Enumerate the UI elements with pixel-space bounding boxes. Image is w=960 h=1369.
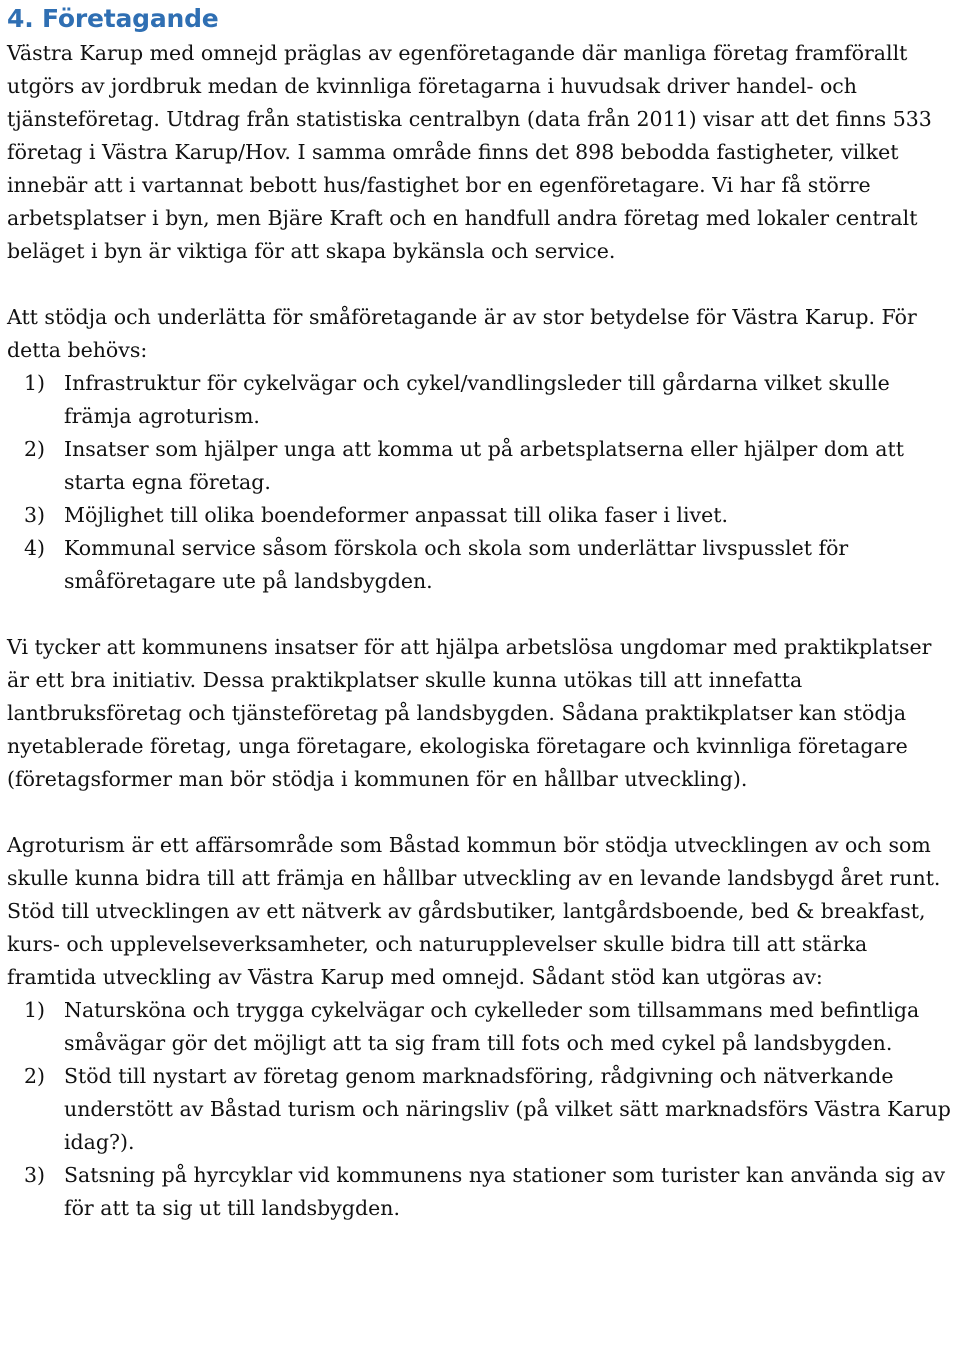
section-heading: 4. Företagande [7,4,219,33]
list-item [7,994,957,1060]
paragraph-gap [7,796,957,829]
agro-paragraph: Agroturism är ett affärsområde som Båstad kommun bör stödja utvecklingen av och som skulle kunna bidra till att främja en hållbar utveckling av en levande landsbygd året runt. Stöd till utvecklingen av ett nätverk av gårdsbutiker, lantgårdsboende, bed & breakfast, kurs- och upplevelseverksamheter, och naturupplevelser skulle bidra till att stärka framtida utveckling av Västra Karup med omnejd. Sådant stöd kan utgöras av: [7,833,941,989]
list-item-text: Stöd till nystart av företag genom marknadsföring, rådgivning och nätverkande understött av Båstad turism och näringsliv (på vilket sätt marknadsförs Västra Karup idag?). [64,1064,951,1154]
list-item-number: 1) [24,998,46,1022]
list-item-text: Satsning på hyrcyklar vid kommunens nya stationer som turister kan använda sig av för att ta sig ut till landsbygden. [64,1163,946,1220]
intro-paragraph: Västra Karup med omnejd präglas av egenföretagande där manliga företag framförallt utgörs av jordbruk medan de kvinnliga företagarna i huvudsak driver handel- och tjänsteföretag. Utdrag från statistiska centralbyn (data från 2011) visar att det finns 533 företag i Västra Karup/Hov. I samma område finns det 898 bebodda fastigheter, vilket innebär att i vartannat bebott hus/fastighet bor en egenföretagare. Vi har få större arbetsplatser i byn, men Bjäre Kraft och en handfull andra företag med lokaler centralt beläget i byn är viktiga för att skapa bykänsla och service. [7,41,932,263]
list-item [7,1159,957,1225]
list-item-number: 4) [24,536,46,560]
internship-paragraph: Vi tycker att kommunens insatser för att hjälpa arbetslösa ungdomar med praktikplatser är ett bra initiativ. Dessa praktikplatser skulle kunna utökas till att innefatta lantbruksföretag och tjänsteföretag på landsbygden. Sådana praktikplatser kan stödja nyetablerade företag, unga företagare, ekologiska företagare och kvinnliga företagare (företagsformer man bör stödja i kommunen för en hållbar utveckling). [7,635,932,791]
list-item-number: 2) [24,1064,46,1088]
support-paragraph: Att stödja och underlätta för småföretagande är av stor betydelse för Västra Karup. För detta behövs: [7,305,917,362]
list-item [7,532,957,598]
list-item [7,433,957,499]
document-page [7,0,957,1225]
list-item-text: Insatser som hjälper unga att komma ut på arbetsplatserna eller hjälper dom att starta egna företag. [64,437,904,494]
support-list [7,367,957,598]
list-item-number: 1) [24,371,46,395]
list-item-number: 3) [24,1163,46,1187]
list-item [7,1060,957,1159]
paragraph-gap [7,598,957,631]
list-item [7,499,957,532]
list-item-text: Natursköna och trygga cykelvägar och cykelleder som tillsammans med befintliga småvägar gör det möjligt att ta sig fram till fots och med cykel på landsbygden. [64,998,920,1055]
list-item-text: Infrastruktur för cykelvägar och cykel/vandlingsleder till gårdarna vilket skulle främja agroturism. [64,371,890,428]
list-item-number: 3) [24,503,46,527]
list-item-number: 2) [24,437,46,461]
list-item-text: Kommunal service såsom förskola och skola som underlättar livspusslet för småföretagare ute på landsbygden. [64,536,849,593]
list-item [7,367,957,433]
agro-list [7,994,957,1225]
paragraph-gap [7,268,957,301]
list-item-text: Möjlighet till olika boendeformer anpassat till olika faser i livet. [64,503,728,527]
